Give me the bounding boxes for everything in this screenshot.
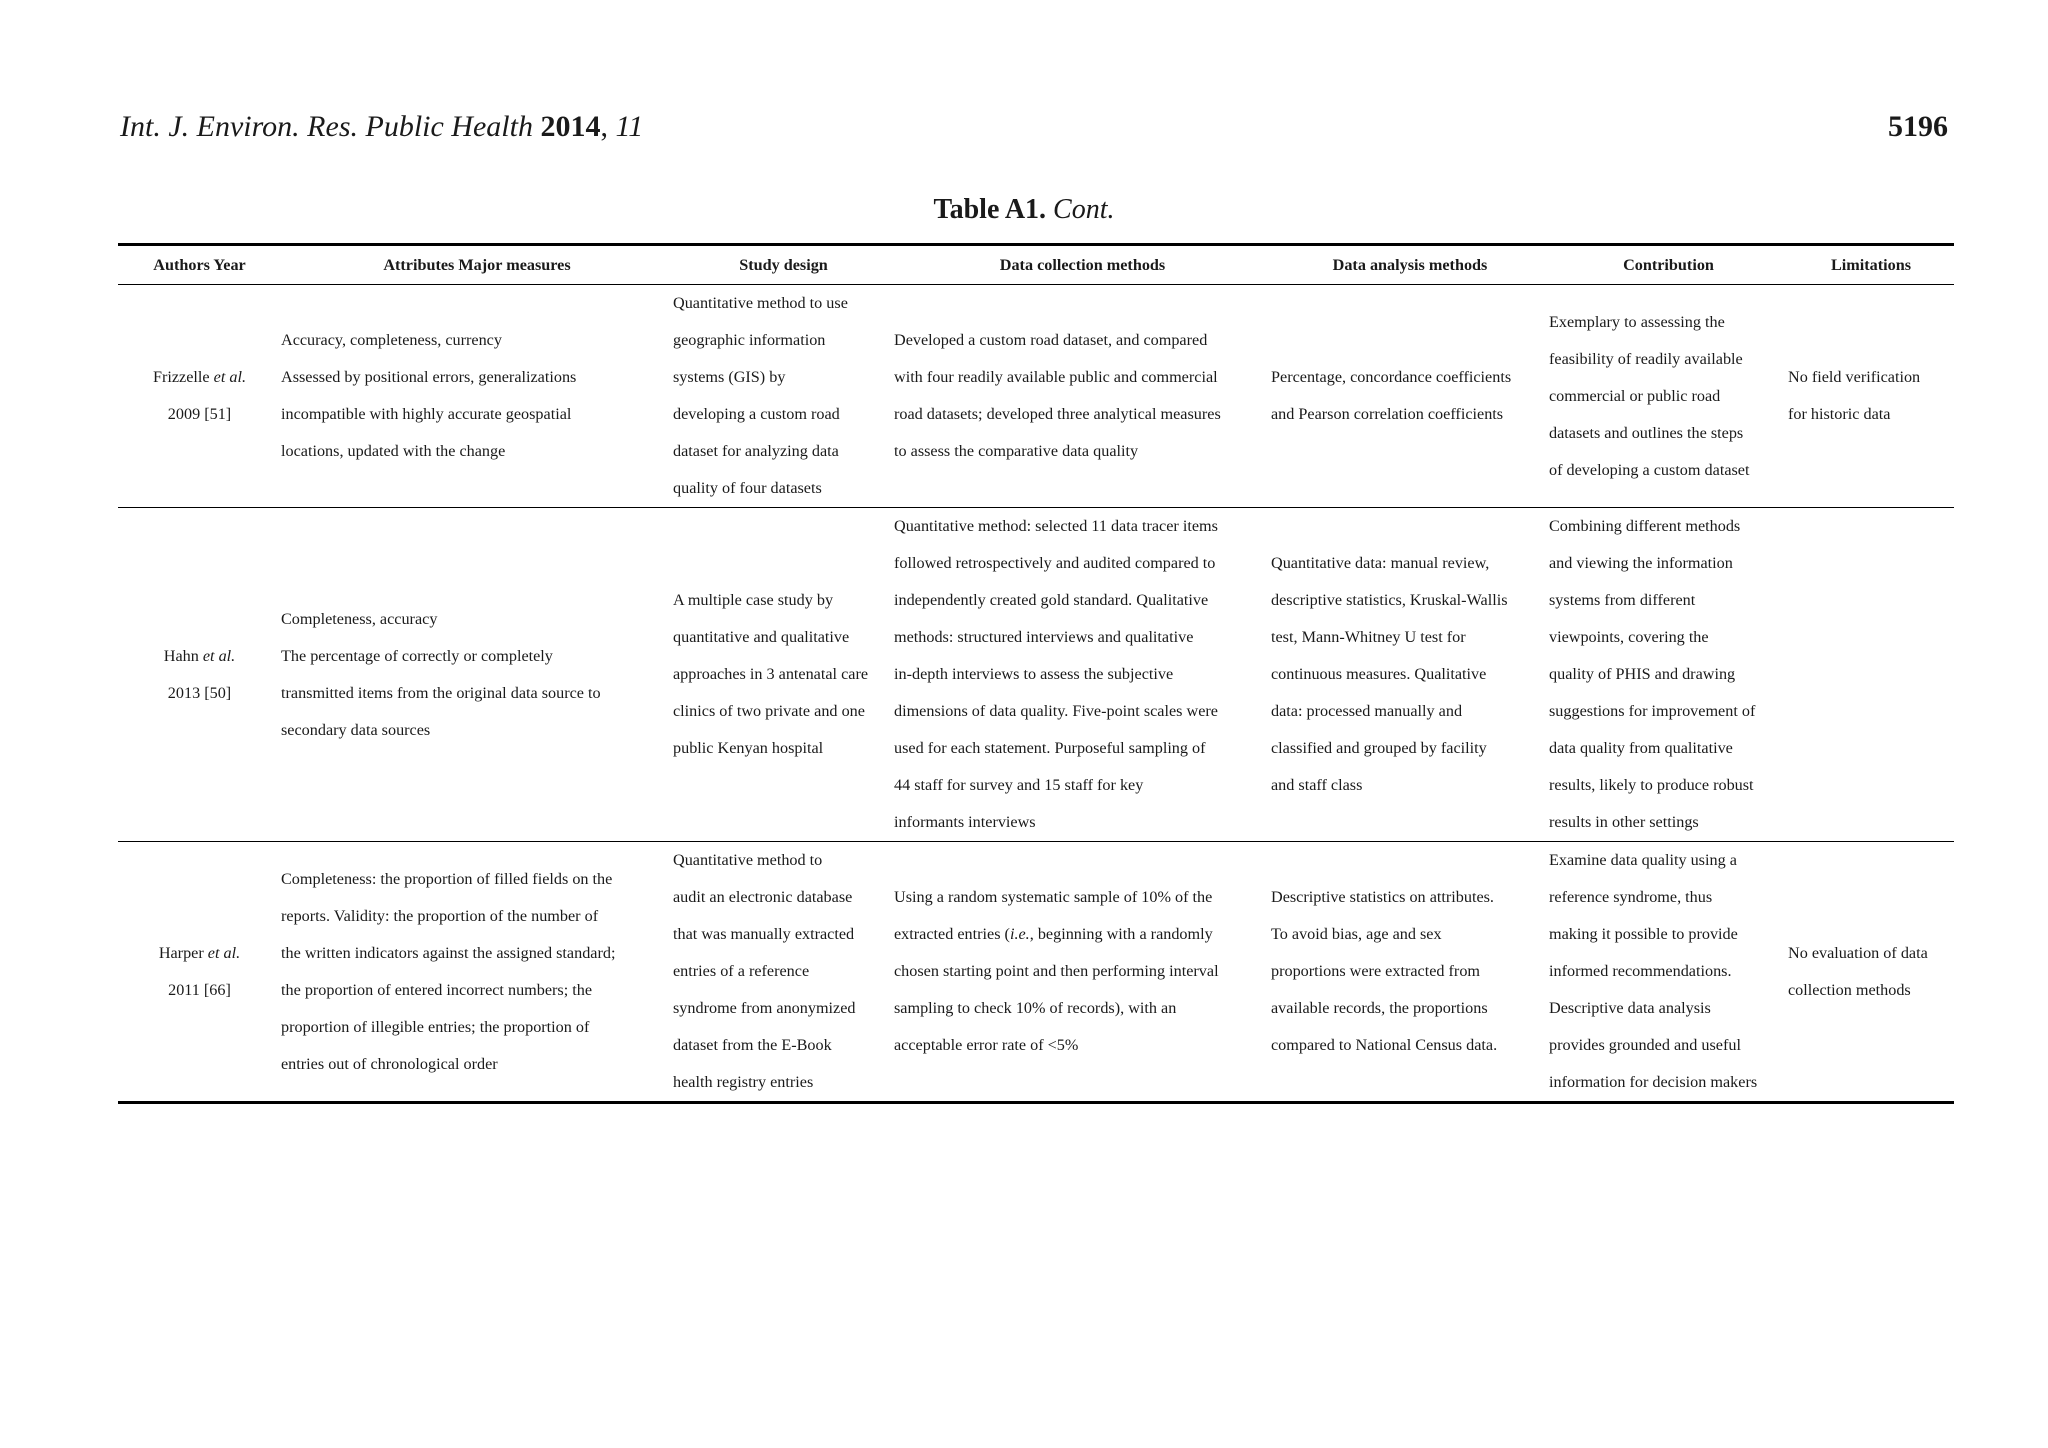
cell-line: dataset for analyzing data [673,442,839,460]
cell-line: Descriptive statistics on attributes. [1271,888,1494,906]
cell-line: commercial or public road [1549,386,1721,405]
cell-line: feasibility of readily available [1549,349,1743,368]
cell-line: for historic data [1788,405,1891,423]
cell-line: transmitted items from the original data source to [281,683,601,702]
cell-line: Combining different methods [1549,517,1741,535]
page-number: 5196 [1888,110,1948,143]
cell-line: road datasets; developed three analytical measures [894,405,1221,423]
cell-line: systems from different [1549,591,1696,609]
col-header-contribution: Contribution [1623,256,1714,274]
cell-line: developing a custom road [673,405,840,423]
cell-line: entries of a reference [673,962,810,980]
analysis-cell [1271,842,1549,1103]
author-name: Harper [158,943,204,962]
design-cell [673,842,894,1103]
table-row [118,285,1954,508]
analysis-cell [1271,508,1549,842]
cell-line: To avoid bias, age and sex [1271,925,1442,943]
table-header-row [118,245,1954,285]
cell-line: and Pearson correlation coefficients [1271,405,1504,423]
cell-line: and viewing the information [1549,554,1733,572]
author-year-ref: 2013 [50] [167,683,232,702]
author-year-ref: 2011 [66] [168,980,231,999]
cell-line: in-depth interviews to assess the subjective [894,665,1174,683]
col-header-limitations: Limitations [1830,256,1912,274]
cell-line: Completeness, accuracy [281,609,438,628]
cell-line: chosen starting point and then performing interval [894,962,1219,980]
cell-line: and staff class [1271,776,1363,794]
cell-line: A multiple case study by [673,591,834,609]
cell-line: methods: structured interviews and qualitative [894,628,1194,646]
cell-line: syndrome from anonymized [673,999,856,1017]
limitations-cell [1788,842,1954,1103]
cell-line: with four readily available public and commercial [894,368,1218,386]
cell-line: Examine data quality using a [1549,851,1737,869]
cell-line: followed retrospectively and audited compared to [894,554,1216,572]
cell-line: the proportion of entered incorrect numbers; the [281,980,593,999]
cell-line: results in other settings [1549,813,1699,831]
cell-line: Developed a custom road dataset, and compared [894,331,1208,349]
design-cell [673,285,894,508]
cell-line: information for decision makers [1549,1073,1758,1091]
col-header-attributes: Attributes Major measures [383,256,571,274]
cell-line: No field verification [1788,368,1921,386]
analysis-cell [1271,285,1549,508]
contribution-cell [1549,842,1788,1103]
attributes-cell [281,842,673,1103]
journal-year: 2014 [540,110,601,143]
cell-line: informed recommendations. [1549,962,1732,980]
cell-line: independently created gold standard. Qualitative [894,591,1209,609]
cell-line: quality of four datasets [673,479,822,497]
cell-line: reference syndrome, thus [1549,888,1713,906]
cell-line: compared to National Census data. [1271,1036,1498,1054]
cell-line: Assessed by positional errors, generalizations [281,368,577,386]
cell-line: data quality from qualitative [1549,739,1733,757]
cell-line: the written indicators against the assigned standard; [281,943,616,962]
author-etal: et al. [202,646,236,665]
cell-line: 44 staff for survey and 15 staff for key [894,776,1144,794]
author-etal: et al. [213,368,247,386]
limitations-cell [1788,285,1954,508]
table-label: Table A1. [933,194,1047,225]
journal-citation: Int. J. Environ. Res. Public Health 2014, 11 [120,110,644,143]
col-header-authors: Authors Year [153,256,246,274]
collection-cell [894,508,1271,842]
cell-line: available records, the proportions [1271,999,1488,1017]
col-header-design: Study design [739,256,828,274]
table-row [118,842,1954,1103]
cell-line: locations, updated with the change [281,442,506,460]
cell-line: proportions were extracted from [1271,962,1481,980]
design-cell [673,508,894,842]
journal-volume: 11 [615,110,644,143]
cell-line: dataset from the E-Book [673,1036,832,1054]
contribution-cell [1549,508,1788,842]
cell-line: systems (GIS) by [673,368,786,386]
cell-line: informants interviews [894,813,1036,831]
cell-line: Descriptive data analysis [1549,999,1711,1017]
table-continuation: Cont. [1053,194,1115,225]
cell-line: results, likely to produce robust [1549,776,1754,794]
cell-line: clinics of two private and one [673,702,865,720]
cell-line: quantitative and qualitative [673,628,850,646]
cell-line: incompatible with highly accurate geospatial [281,405,572,423]
running-head [120,110,1948,154]
limitations-cell [1788,508,1954,842]
cell-line: geographic information [673,331,826,349]
cell-line: entries out of chronological order [281,1054,498,1073]
collection-cell [894,285,1271,508]
cell-line: Quantitative method to use [673,294,848,312]
cell-line: used for each statement. Purposeful sampling of [894,739,1206,757]
cell-line: data: processed manually and [1271,702,1463,720]
cell-line: dimensions of data quality. Five-point scales were [894,702,1218,720]
cell-line: Using a random systematic sample of 10% of the [894,888,1213,906]
cell-line: Quantitative method to [673,851,823,869]
cell-line: No evaluation of data [1788,943,1928,962]
cell-line: viewpoints, covering the [1549,628,1709,646]
cell-line: classified and grouped by facility [1271,739,1487,757]
cell-line: acceptable error rate of <5% [894,1036,1079,1054]
table-caption [0,194,2048,226]
col-header-analysis: Data analysis methods [1332,256,1488,274]
cell-line: continuous measures. Qualitative [1271,665,1487,683]
cell-line: descriptive statistics, Kruskal-Wallis [1271,591,1508,609]
col-header-collection: Data collection methods [999,256,1166,274]
attributes-cell [281,508,673,842]
table-container [118,243,1954,1104]
author-year-ref: 2009 [51] [167,405,232,423]
cell-line: of developing a custom dataset [1549,460,1750,479]
cell-line: datasets and outlines the steps [1549,423,1744,442]
cell-line: proportion of illegible entries; the proportion of [281,1017,590,1036]
cell-line: public Kenyan hospital [673,739,824,757]
literature-table [118,243,1954,1104]
author-cell [118,508,281,842]
cell-line: suggestions for improvement of [1549,702,1756,720]
author-cell [118,285,281,508]
cell-line: extracted entries (i.e., beginning with a randomly [894,925,1213,943]
attributes-cell [281,285,673,508]
cell-line: secondary data sources [281,720,431,739]
cell-line: Accuracy, completeness, currency [281,331,502,349]
contribution-cell [1549,285,1788,508]
cell-line: approaches in 3 antenatal care [673,665,869,683]
cell-line: audit an electronic database [673,888,853,906]
collection-cell [894,842,1271,1103]
author-name: Hahn [163,646,199,665]
author-cell [118,842,281,1103]
journal-name: Int. J. Environ. Res. Public Health [120,110,533,143]
cell-line: Quantitative data: manual review, [1271,554,1490,572]
cell-line: making it possible to provide [1549,925,1738,943]
cell-line: Completeness: the proportion of filled fields on the [281,869,613,888]
cell-line: sampling to check 10% of records), with an [894,999,1177,1017]
cell-line: reports. Validity: the proportion of the number of [281,906,599,925]
cell-line: collection methods [1788,980,1911,999]
cell-line: Quantitative method: selected 11 data tracer items [894,517,1218,535]
cell-line: test, Mann-Whitney U test for [1271,628,1466,646]
cell-line: Exemplary to assessing the [1549,312,1725,331]
author-etal: et al. [207,943,241,962]
cell-line: that was manually extracted [673,925,855,943]
author-name: Frizzelle [152,368,210,386]
cell-line: quality of PHIS and drawing [1549,665,1736,683]
cell-line: health registry entries [673,1073,814,1091]
table-row [118,508,1954,842]
cell-line: provides grounded and useful [1549,1036,1741,1054]
cell-line: to assess the comparative data quality [894,442,1139,460]
cell-line: Percentage, concordance coefficients [1271,368,1512,386]
cell-line: The percentage of correctly or completely [281,646,553,665]
